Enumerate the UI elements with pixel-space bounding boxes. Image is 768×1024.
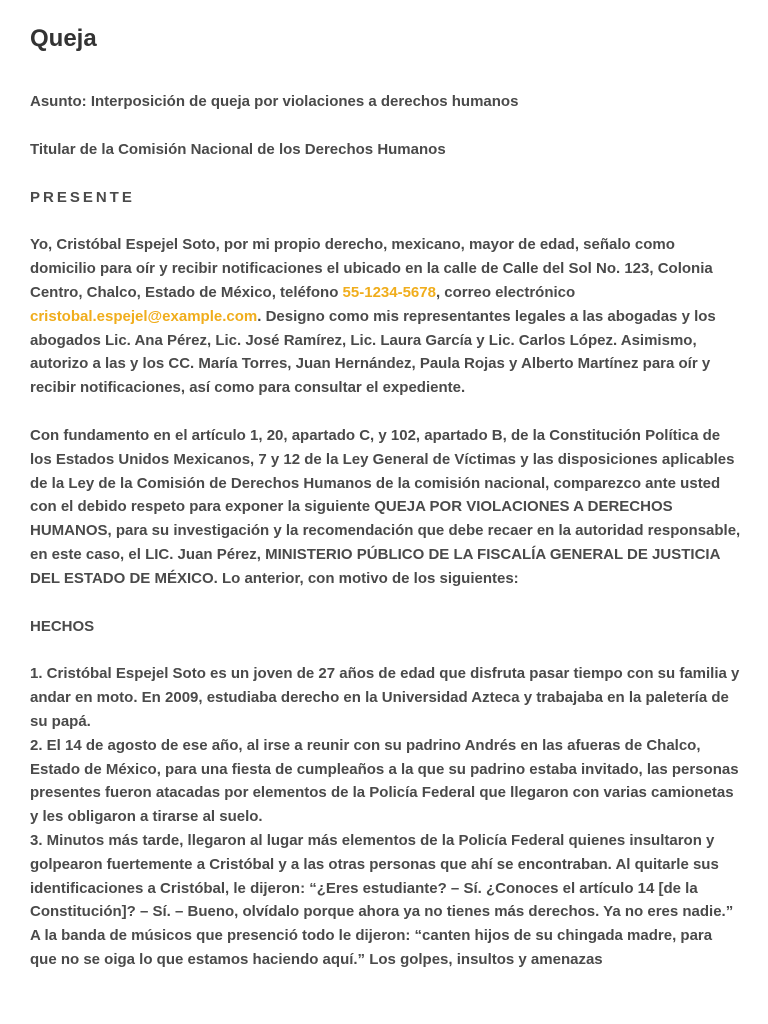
page-title: Queja xyxy=(30,25,97,52)
hecho-item: 1. Cristóbal Espejel Soto es un joven de 27 años de edad que disfruta pasar tiempo con su familia y andar en moto. En 2009, estudiaba derecho en la Universidad Azteca y trabajaba en la paletería de su papá. xyxy=(30,665,740,730)
document xyxy=(30,22,742,972)
phone-link[interactable]: 55-1234-5678 xyxy=(342,283,436,301)
titular-line: Titular de la Comisión Nacional de los Derechos Humanos xyxy=(30,140,446,158)
intro-paragraph xyxy=(30,233,742,400)
hecho-item: 2. El 14 de agosto de ese año, al irse a reunir con su padrino Andrés en las afueras de Chalco, Estado de México, para una fiesta de cumpleaños a la que su padrino estaba invitado, las personas presentes fueron atacadas por elementos de la Policía Federal que llegaron con varias camionetas y les obligaron a tirarse al suelo. xyxy=(30,736,739,826)
hechos-heading: HECHOS xyxy=(30,617,95,635)
intro-text-2: , correo electrónico xyxy=(435,283,576,301)
intro-text-1: Yo, Cristóbal Espejel Soto, por mi propio derecho, mexicano, mayor de edad, señalo como domicilio para oír y recibir notificaciones el ubicado en la calle de Calle del Sol No. 123, Colonia Centro, Chalco, Estado de México, teléfono xyxy=(30,236,713,301)
fundamento-paragraph: Con fundamento en el artículo 1, 20, apartado C, y 102, apartado B, de la Constitución Política de los Estados Unidos Mexicanos, 7 y 12 de la Ley General de Víctimas y las disposiciones aplicables de la Ley de la Comisión de Derechos Humanos de la comisión nacional, comparezco ante usted con el debido respeto para exponer la siguiente QUEJA POR VIOLACIONES A DERECHOS HUMANOS, para su investigación y la recomendación que debe recaer en la autoridad responsable, en este caso, el LIC. Juan Pérez, MINISTERIO PÚBLICO DE LA FISCALÍA GENERAL DE JUSTICIA DEL ESTADO DE MÉXICO. Lo anterior, con motivo de los siguientes: xyxy=(30,426,741,587)
hechos-list xyxy=(30,662,742,971)
email-link[interactable]: cristobal.espejel@example.com xyxy=(30,307,258,325)
hecho-item: 3. Minutos más tarde, llegaron al lugar más elementos de la Policía Federal quienes insultaron y golpearon fuertemente a Cristóbal y a las otras personas que ahí se encontraban. Al quitarle sus identificaciones a Cristóbal, le dijeron: “¿Eres estudiante? – Sí. ¿Conoces el artículo 14 [de la Constitución]? – Sí. – Bueno, olvídalo porque ahora ya no tienes más derechos. Ya no eres nadie.” A la banda de músicos que presenció todo le dijeron: “canten hijos de su chingada madre, para que no se oiga lo que estamos haciendo aquí.” Los golpes, insultos y amenazas xyxy=(30,831,734,968)
presente-line: PRESENTE xyxy=(30,188,135,206)
intro-text-3: . Designo como mis representantes legales a las abogadas y los abogados Lic. Ana Pérez, Lic. José Ramírez, Lic. Laura García y Lic. Carlos López. Asimismo, autorizo a las y los CC. María Torres, Juan Hernández, Paula Rojas y Alberto Martínez para oír y recibir notificaciones, así como para consultar el expediente. xyxy=(30,307,716,397)
asunto-line: Asunto: Interposición de queja por violaciones a derechos humanos xyxy=(30,93,519,110)
